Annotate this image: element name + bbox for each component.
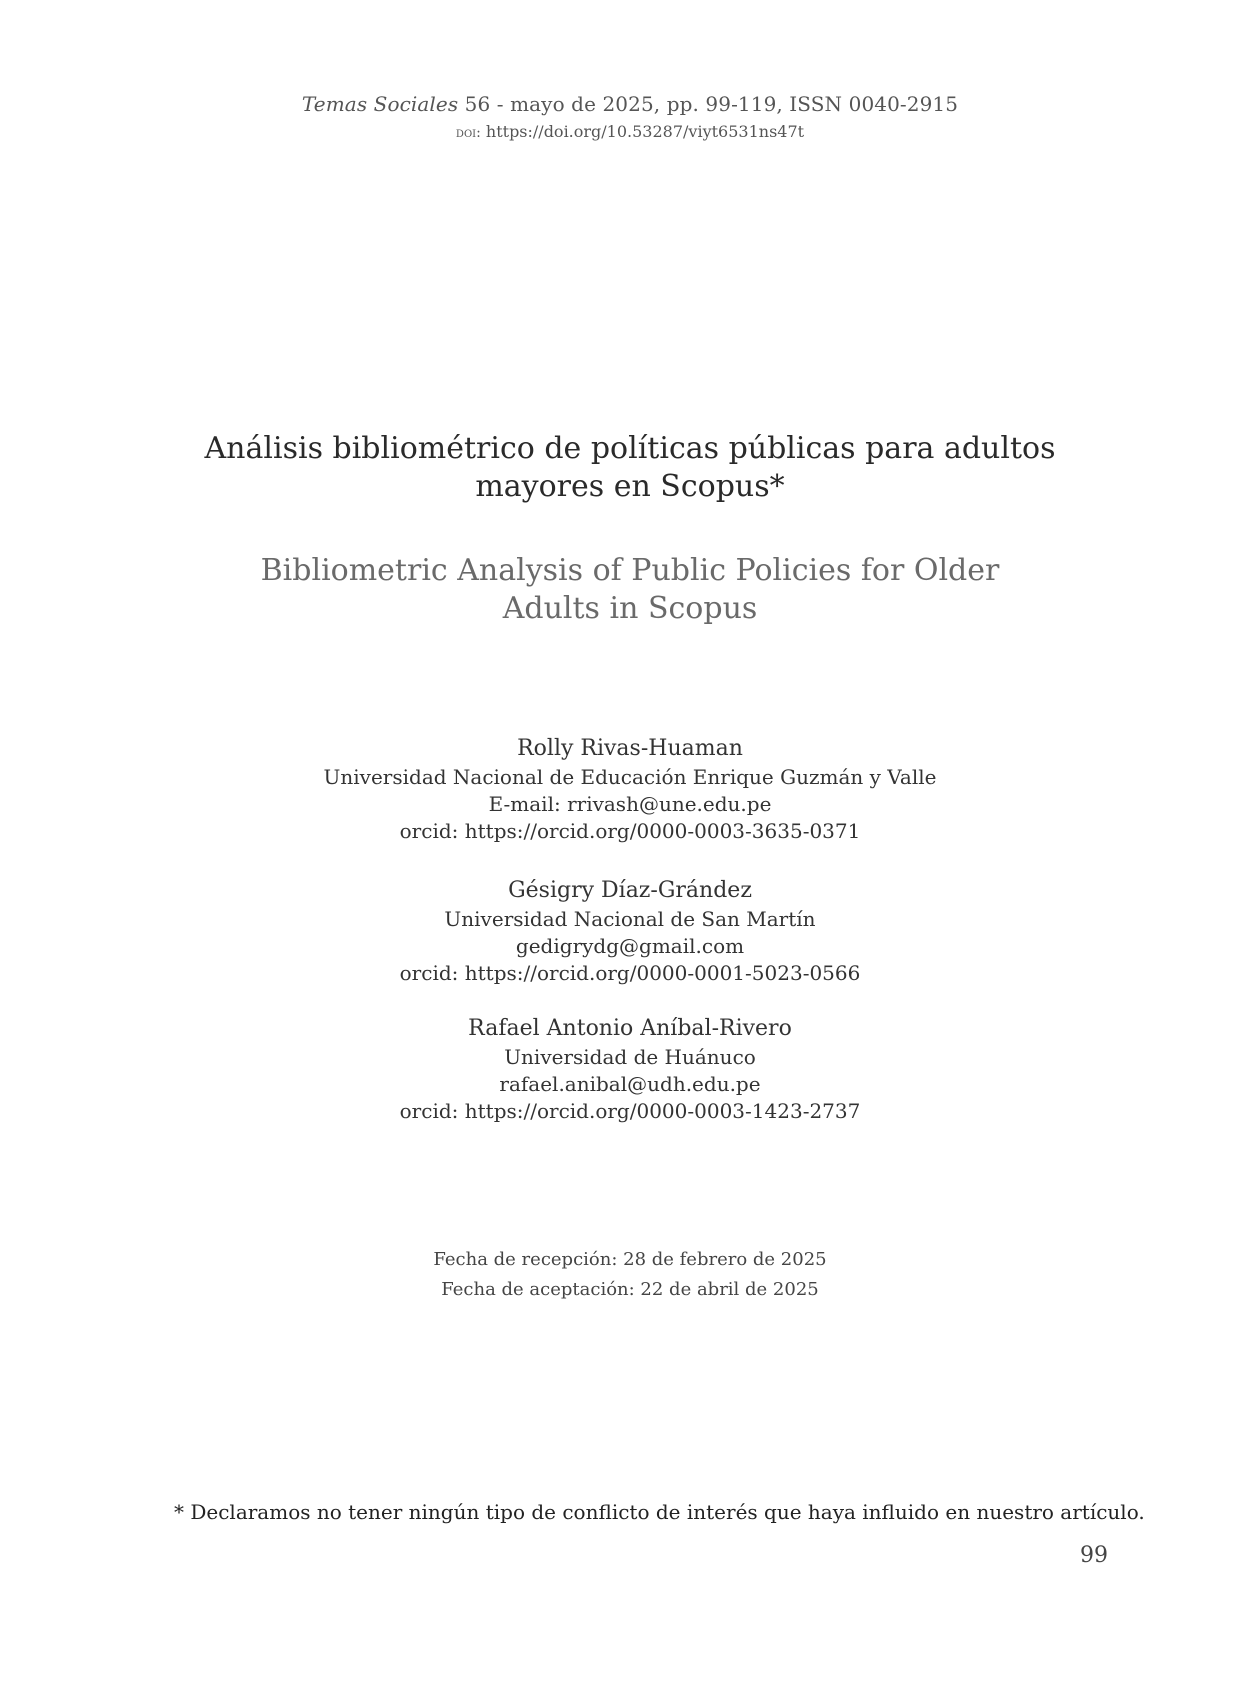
title-english [0, 552, 1260, 628]
doi-label: doi: [455, 125, 481, 141]
author-affiliation: Universidad Nacional de San Martín [444, 907, 816, 931]
doi-link[interactable]: https://doi.org/10.53287/viyt6531ns47t [480, 122, 805, 141]
author-block [0, 1014, 1260, 1125]
title-english-line-1: Bibliometric Analysis of Public Policies for Older [260, 553, 1000, 588]
author-email[interactable]: E-mail: rrivash@une.edu.pe [488, 792, 772, 816]
author-name: Rolly Rivas-Huaman [517, 736, 743, 761]
journal-citation [0, 92, 1260, 116]
author-block [0, 734, 1260, 845]
author-affiliation: Universidad Nacional de Educación Enrique Guzmán y Valle [323, 765, 937, 789]
doi-line [0, 122, 1260, 141]
title-spanish-line-2: mayores en Scopus* [475, 469, 785, 504]
author-orcid[interactable]: orcid: https://orcid.org/0000-0001-5023-0566 [399, 961, 861, 985]
title-spanish-line-1: Análisis bibliométrico de políticas públicas para adultos [204, 431, 1056, 466]
journal-details: 56 - mayo de 2025, pp. 99-119, ISSN 0040-2915 [458, 92, 959, 116]
author-email[interactable]: rafael.anibal@udh.edu.pe [499, 1072, 761, 1096]
author-affiliation: Universidad de Huánuco [504, 1045, 756, 1069]
page-number: 99 [1080, 1543, 1108, 1568]
journal-name: Temas Sociales [301, 92, 459, 116]
article-dates [0, 1245, 1260, 1305]
title-spanish [0, 430, 1260, 506]
received-date: Fecha de recepción: 28 de febrero de 2025 [433, 1249, 827, 1270]
accepted-date: Fecha de aceptación: 22 de abril de 2025 [441, 1279, 819, 1300]
author-orcid[interactable]: orcid: https://orcid.org/0000-0003-3635-0371 [399, 819, 861, 843]
author-name: Gésigry Díaz-Grández [508, 878, 752, 903]
title-english-line-2: Adults in Scopus [502, 591, 758, 626]
footnote: * Declaramos no tener ningún tipo de conflicto de interés que haya influido en nuestro artículo. [174, 1500, 1145, 1524]
author-name: Rafael Antonio Aníbal-Rivero [468, 1016, 792, 1041]
author-email[interactable]: gedigrydg@gmail.com [515, 934, 745, 958]
author-orcid[interactable]: orcid: https://orcid.org/0000-0003-1423-2737 [399, 1099, 861, 1123]
author-block [0, 876, 1260, 987]
